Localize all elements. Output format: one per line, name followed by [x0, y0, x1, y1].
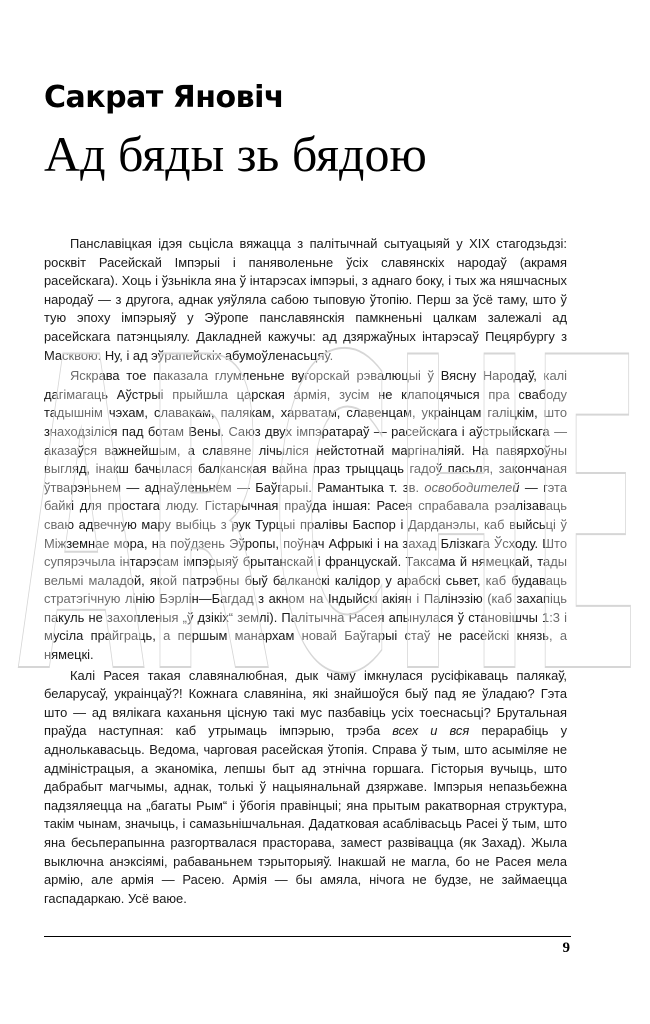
paragraph-3-text-a: Калі Расея такая славяналюбная, дык чаму імкнулася русіфікаваць палякаў, беларусаў, украінцаў?! Кожнага славяніна, які знайшоўся быў пад яе ўладаю? Гэта што — ад вялікага каханьня цісную такі мус пазбавіць усіх тоеснасьці? Брутальная праўда наступная: каб утрымаць імпэрыю, трэба [44, 667, 567, 739]
paragraph-2-italic: освободителей [424, 479, 520, 495]
article-body [44, 235, 567, 908]
article-title: Ад бяды зь бядою [44, 126, 427, 182]
watermark-text: ARCHE [17, 312, 643, 692]
page-number: 9 [562, 940, 570, 956]
author-name: Сакрат Яновіч [44, 80, 284, 115]
paragraph-3 [44, 667, 567, 909]
footer-divider [44, 936, 571, 937]
paragraph-1: Панславіцкая ідэя сьцісла вяжацца з палітычнай сытуацыяй у XIX стагодзьдзі: росквіт Расейскай Імпэрыі і паняволеньне ўсіх славянскіх народаў (акрамя расейскага). Хоць і ўзьнікла яна ў інтарэсах імпэрыі, з аднаго боку, і тых жа няшчасных народаў — з другога, аднак уяўляла сабою тыповую ўтопію. Перш за ўсё таму, што ў тую эпоху імпэрыяў у Эўропе панславянскія памкненьні цалкам залежалі ад расейскага патэнцыялу. Дакладней кажучы: ад дзяржаўных інтарэсаў Пецярбургу з Масквою. Ну, і ад эўрапейскіх абумоўленасьцяў. [44, 236, 567, 363]
paragraph-3-text-b: перарабіць у аднолькавасьць. Ведома, чарговая расейская ўтопія. Справа ў тым, што асыміляе не адміністрацыя, а эканоміка, лепшы быт ад этнічна горшага. Гісторыя вучыць, што дабрабыт магчымы, аднак, толькі ў нацыянальнай дзяржаве. Імпэрыя непазьбежна падзяляецца на „багаты Рым“ і ўбогія правінцыі; яна прытым ракатворная структура, такім чынам, значыць, і самазьнішчальная. Дадатковая асаблівасьць Расеі ў тым, што яна бесьперапынна разгортвалася прасторава, замест развівацца (як Захад). Жыла выключна анэксіямі, рабаваньнем тэрыторыяў. Інакшай не магла, бо не Расея мела армію, але армія — Расею. Армія — бы амяла, нічога не будзе, не займаецца гаспадаркаю. Усё ваюе. [44, 723, 568, 906]
paragraph-2 [44, 367, 567, 665]
paragraph-2-text-b: — гэта байкі для простага люду. Гістарычная праўда іншая: Расея спрабавала рэалізаваць сваю адвечную мару выбіць з рук Турцыі пралівы Баспор і Дарданэлы, каб выйсьці ў Міжземнае мора, на поўдзень Эўропы, поўнач Афрыкі і на захад Блізкага Ўсходу. Што супярэчыла інтарэсам імпэрыяў брытанскай і францускай. Таксама й нямецкай, тады вельмі маладой, якой патрэбны быў балканскі калідор у арабскі сьвет, каб будаваць стратэгічную лінію Бэрлін—Багдад з акном на Індыйскі акіян і Палінэзію (каб захапіць пакуль не захопленыя „ў дзікіх“ землі). Палітычна Расея апынулася ў становішчы 1:3 і мусіла прайграць, а першым манархам новай Баўгарыі стаў не расейскі князь, а нямецкі. [44, 479, 567, 663]
paragraph-3-italic: всех и вся [392, 723, 470, 739]
paragraph-2-text-a: Яскрава тое паказала глумленьне вугорскай рэвалюцыі ў Вясну Народаў, калі дагімагаць Аўстрыі прыйшла царская армія, зусім не клапоцячыся пра свабоду тадышнім чэхам, славакам, палякам, харватам, славенцам, украінцам галіцкім, што знаходзіліся пад ботам Вены. Саюз двух імпэратараў — расейскага і аўстрыйскага — аказаўся важнейшым, а славяне лічыліся нейстотнай маргіналіяй. На павярхоўны выгляд, інакш бачылася балканская вайна праз трыццаць гадоў пасьля, закончаная ўтварэньнем — аднаўленьнем — Баўгарыі. Рамантыка т. зв. [44, 368, 567, 495]
